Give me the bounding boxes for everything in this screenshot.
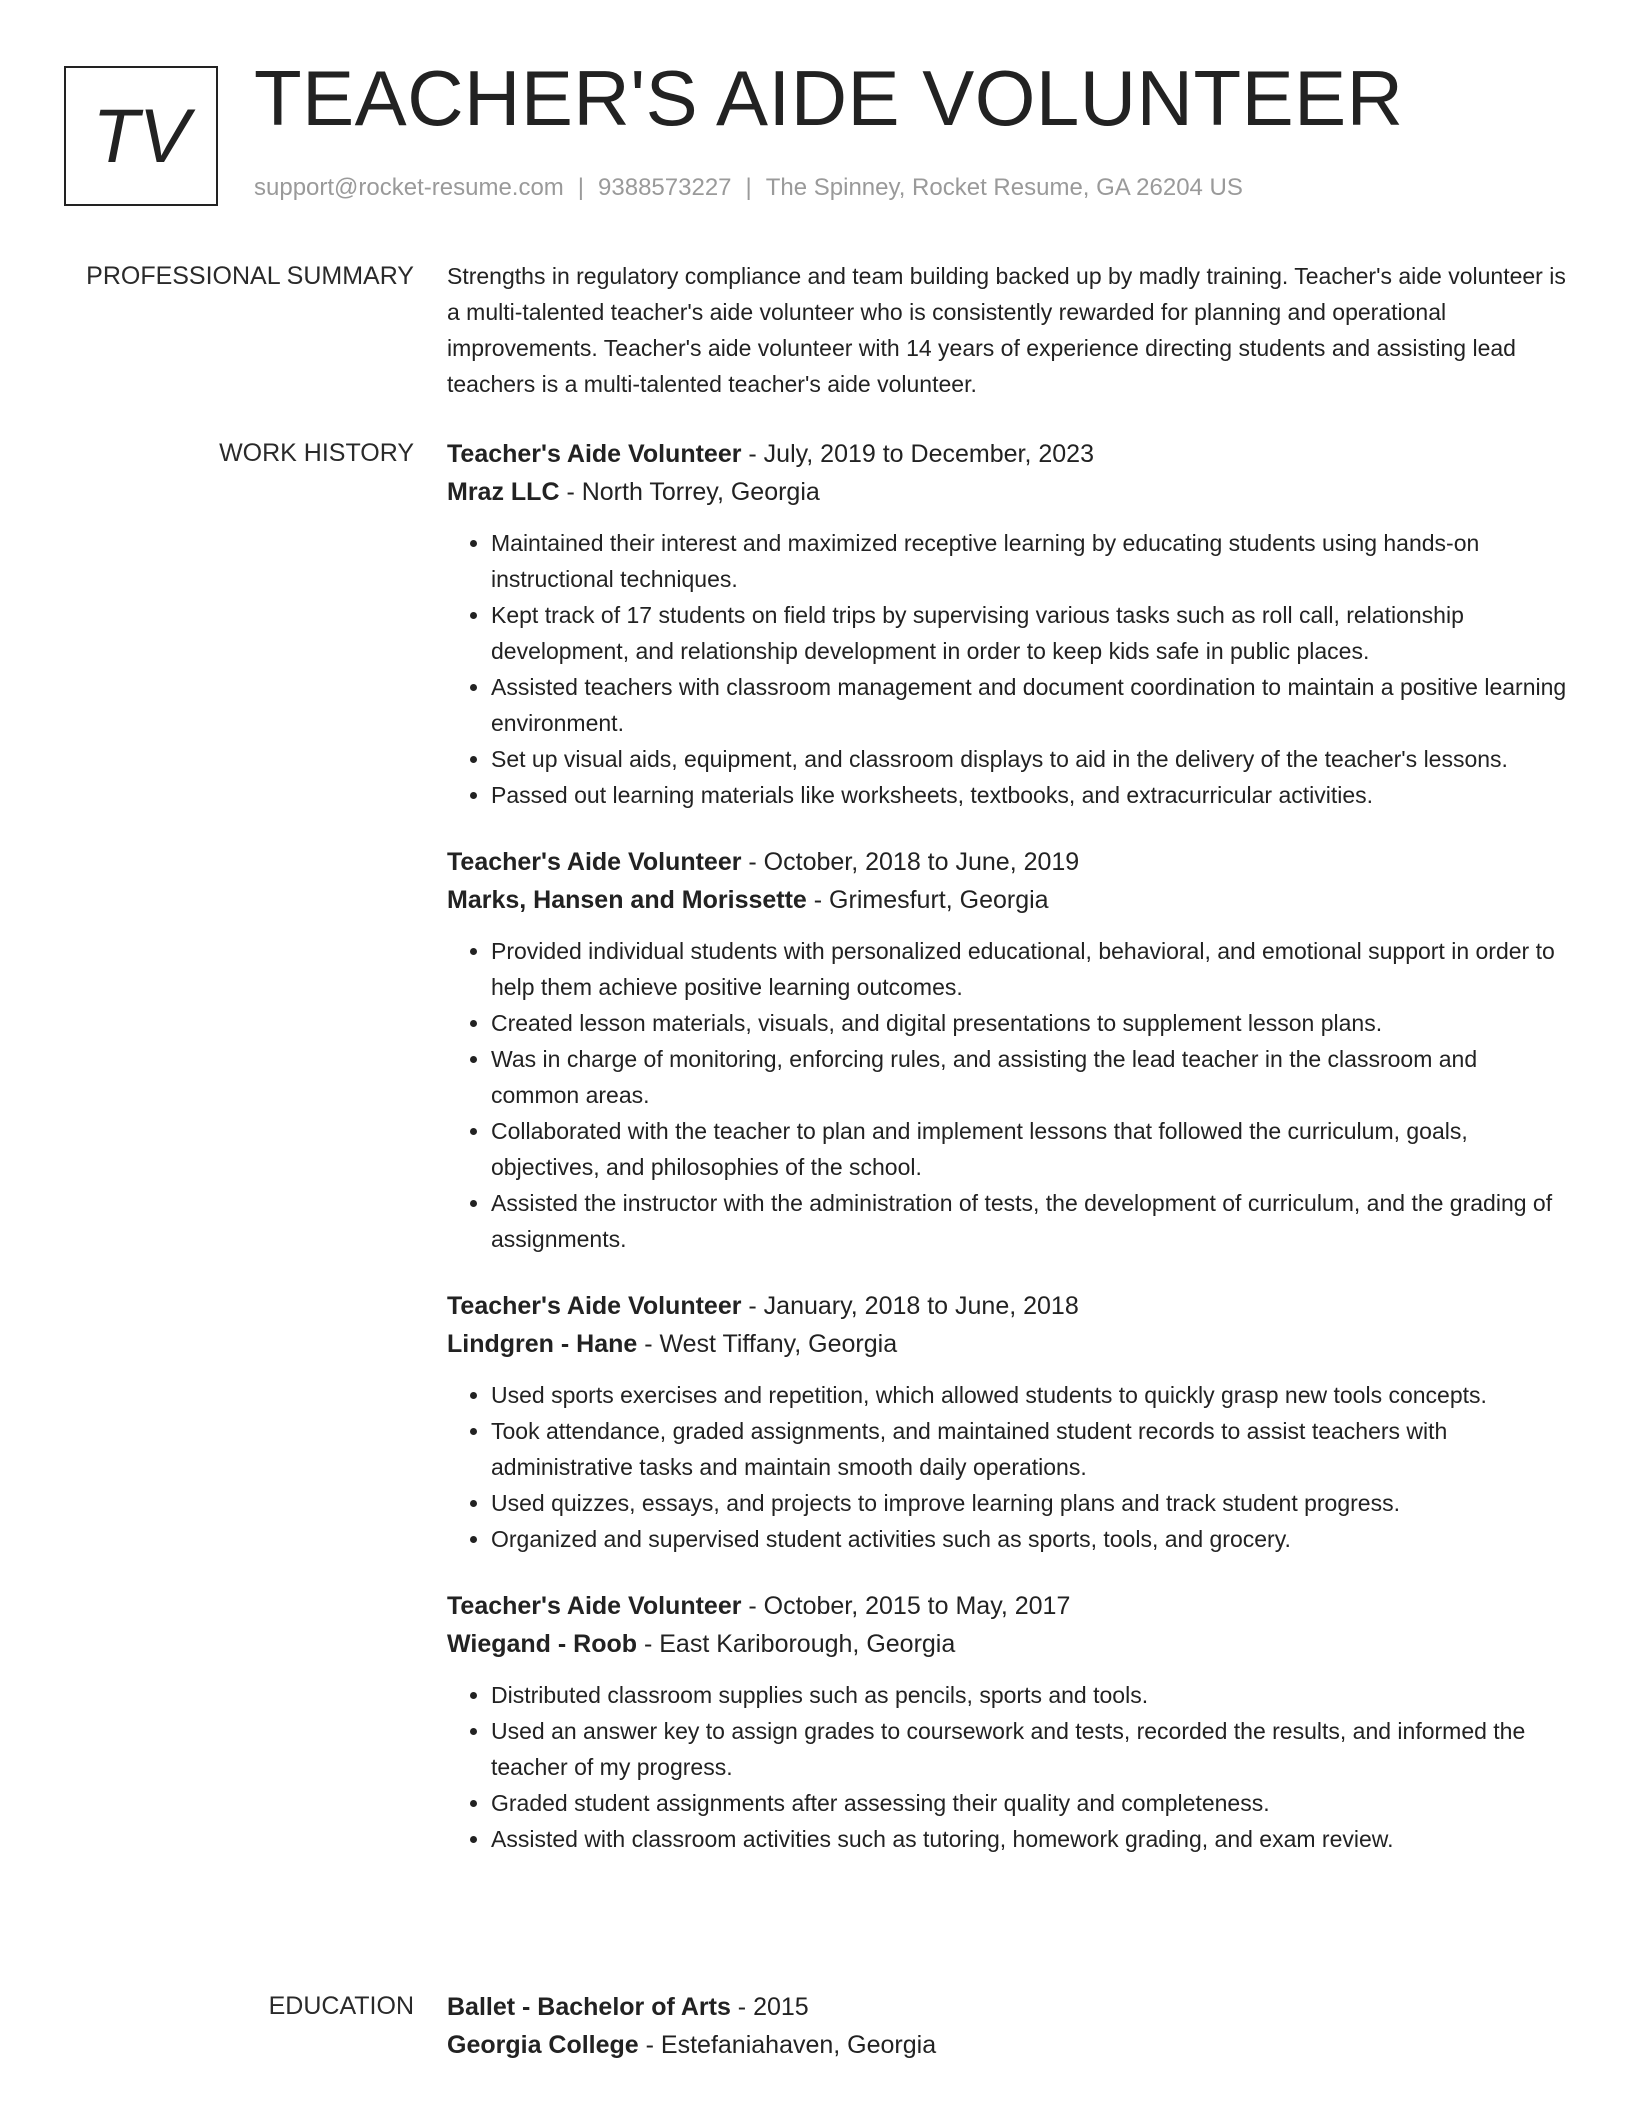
job-location: - North Torrey, Georgia (559, 478, 820, 506)
job-bullets (447, 1377, 1567, 1557)
list-item: • Used quizzes, essays, and projects to improve learning plans and track student progress. (491, 1485, 1567, 1521)
list-item: • Collaborated with the teacher to plan and implement lessons that followed the curriculum, goals, objectives, and philosophies of the school. (491, 1113, 1567, 1185)
list-item: • Was in charge of monitoring, enforcing rules, and assisting the lead teacher in the classroom and common areas. (491, 1041, 1567, 1113)
contact-address: The Spinney, Rocket Resume, GA 26204 US (765, 174, 1243, 201)
job-location: - Grimesfurt, Georgia (806, 886, 1049, 914)
list-item: • Passed out learning materials like worksheets, textbooks, and extracurricular activities. (491, 777, 1567, 813)
list-item: • Took attendance, graded assignments, and maintained student records to assist teachers with administrative tasks and maintain smooth daily operations. (491, 1413, 1567, 1485)
education-heading: EDUCATION (268, 1992, 414, 2020)
list-item: • Maintained their interest and maximized receptive learning by educating students using hands-on instructional techniques. (491, 525, 1567, 597)
contact-separator: | (577, 174, 585, 201)
list-item: • Graded student assignments after assessing their quality and completeness. (491, 1785, 1567, 1821)
list-item: • Used sports exercises and repetition, which allowed students to quickly grasp new tools concepts. (491, 1377, 1567, 1413)
job-entry (447, 1287, 1567, 1557)
resume-title: TEACHER'S AIDE VOLUNTEER (254, 54, 1404, 142)
list-item: • Used an answer key to assign grades to coursework and tests, recorded the results, and informed the teacher of my progress. (491, 1713, 1567, 1785)
job-dates: - January, 2018 to June, 2018 (741, 1292, 1079, 1320)
job-entry (447, 843, 1567, 1257)
job-bullets (447, 933, 1567, 1257)
list-item: • Kept track of 17 students on field trips by supervising various tasks such as roll call, relationship development, and relationship development in order to keep kids safe in public places. (491, 597, 1567, 669)
list-item: • Provided individual students with personalized educational, behavioral, and emotional support in order to help them achieve positive learning outcomes. (491, 933, 1567, 1005)
job-title: Teacher's Aide Volunteer (447, 1592, 742, 1620)
education-list (447, 1988, 1567, 2064)
job-dates: - October, 2015 to May, 2017 (741, 1592, 1071, 1620)
job-company: Marks, Hansen and Morissette (447, 886, 807, 914)
contact-line (254, 174, 1243, 202)
job-entry (447, 435, 1567, 813)
contact-email[interactable]: support@rocket-resume.com (254, 174, 564, 201)
summary-heading: PROFESSIONAL SUMMARY (86, 262, 414, 290)
job-dates: - October, 2018 to June, 2019 (741, 848, 1080, 876)
education-degree: Ballet - Bachelor of Arts (447, 1993, 731, 2021)
list-item: • Assisted with classroom activities such as tutoring, homework grading, and exam review. (491, 1821, 1567, 1857)
contact-separator: | (745, 174, 752, 201)
list-item: • Organized and supervised student activities such as sports, tools, and grocery. (491, 1521, 1567, 1557)
summary-text: Strengths in regulatory compliance and team building backed up by madly training. Teacher's aide volunteer is a multi-talented teacher's aide volunteer who is consistently rewarded for planning and operational improvements. Teacher's aide volunteer with 14 years of experience directing students and assisting lead teachers is a multi-talented teacher's aide volunteer. (447, 263, 1566, 397)
job-company: Wiegand - Roob (447, 1630, 638, 1658)
education-school: Georgia College (447, 2031, 639, 2059)
job-title: Teacher's Aide Volunteer (447, 848, 742, 876)
education-location: - Estefaniahaven, Georgia (638, 2031, 937, 2059)
list-item: • Distributed classroom supplies such as pencils, sports and tools. (491, 1677, 1567, 1713)
job-entry (447, 1587, 1567, 1857)
job-location: - East Kariborough, Georgia (637, 1630, 956, 1658)
contact-phone: 9388573227 (598, 174, 732, 201)
job-dates: - July, 2019 to December, 2023 (741, 440, 1094, 468)
work-history-list (447, 435, 1567, 1887)
list-item: • Assisted teachers with classroom management and document coordination to maintain a positive learning environment. (491, 669, 1567, 741)
education-year: - 2015 (730, 1993, 809, 2021)
job-title: Teacher's Aide Volunteer (447, 1292, 742, 1320)
list-item: • Assisted the instructor with the administration of tests, the development of curriculum, and the grading of assignments. (491, 1185, 1567, 1257)
list-item: • Set up visual aids, equipment, and classroom displays to aid in the delivery of the teacher's lessons. (491, 741, 1567, 777)
job-bullets (447, 525, 1567, 813)
job-bullets (447, 1677, 1567, 1857)
job-title: Teacher's Aide Volunteer (447, 440, 742, 468)
list-item: • Created lesson materials, visuals, and digital presentations to supplement lesson plans. (491, 1005, 1567, 1041)
job-company: Mraz LLC (447, 478, 560, 506)
job-location: - West Tiffany, Georgia (637, 1330, 898, 1358)
monogram-badge: TV (64, 66, 218, 206)
job-company: Lindgren - Hane (447, 1330, 638, 1358)
work-history-heading: WORK HISTORY (219, 439, 414, 467)
